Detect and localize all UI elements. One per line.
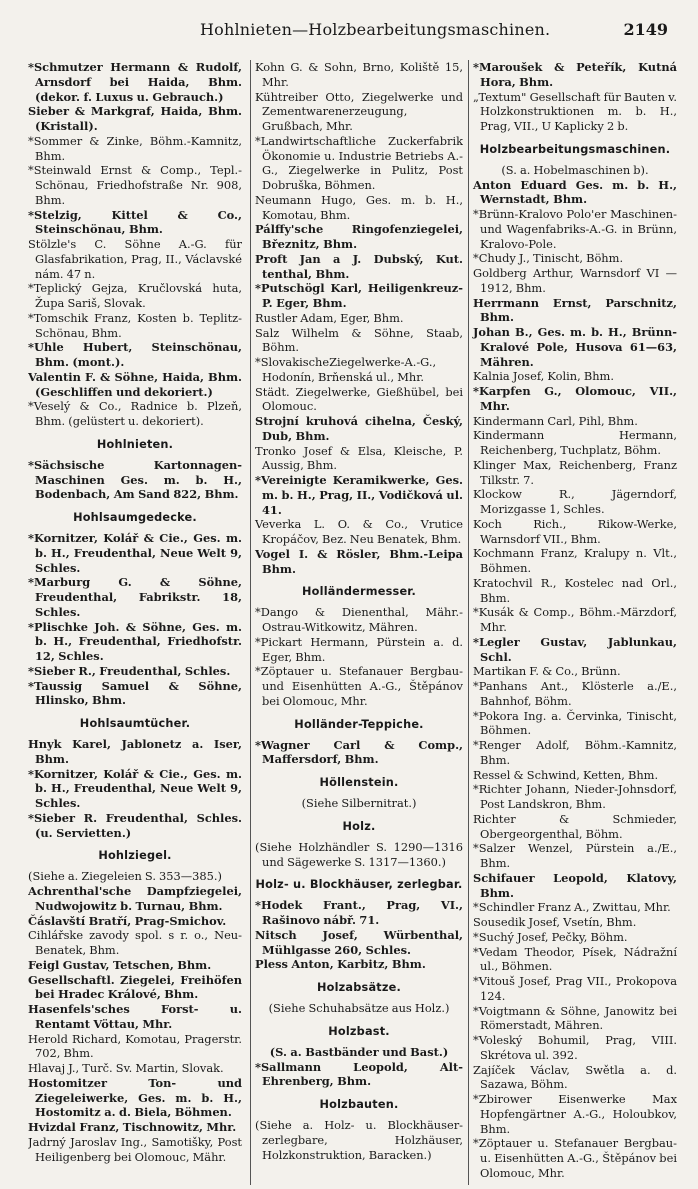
directory-entry: *Kusák & Comp., Böhm.-Märzdorf, Mhr. bbox=[473, 605, 677, 634]
directory-entry: Hnyk Karel, Jablonetz a. Iser, Bhm. bbox=[28, 737, 242, 766]
section-heading: Hohlnieten. bbox=[96, 437, 174, 451]
directory-entry: *Zbirower Eisenwerke Max Hopfengärtner A.-G., Holoubkov, Bhm. bbox=[473, 1092, 677, 1136]
directory-entry: Kühtreiber Otto, Ziegelwerke und Zementwarenerzeugung, Grußbach, Mhr. bbox=[255, 89, 463, 133]
section-heading: Höllenstein. bbox=[319, 776, 399, 789]
directory-entry: Kindermann Hermann, Reichenberg, Tuchplatz, Böhm. bbox=[473, 428, 677, 457]
directory-entry: *Schindler Franz A., Zwittau, Mhr. bbox=[473, 900, 671, 915]
section-heading: Holzbast. bbox=[328, 1024, 390, 1038]
directory-entry: Sousedik Josef, Vsetín, Bhm. bbox=[473, 915, 637, 929]
section-heading: Holländer-Teppiche. bbox=[294, 717, 424, 731]
directory-entry: Veverka L. O. & Co., Vrutice Kropáčov, Bez. Neu Benatek, Bhm. bbox=[255, 517, 463, 546]
directory-entry: Valentin F. & Söhne, Haida, Bhm. (Geschliffen und dekoriert.) bbox=[28, 369, 242, 399]
directory-entry: *Karpfen G., Olomouc, VII., Mhr. bbox=[473, 384, 677, 413]
directory-entry: *SlovakischeZiegelwerke-A.-G., Hodonín, Brňenská ul., Mhr. bbox=[255, 355, 437, 384]
section-heading: Holzbearbeitungsmaschinen. bbox=[479, 142, 671, 156]
directory-entry: Kindermann Carl, Pihl, Bhm. bbox=[473, 413, 638, 428]
directory-entry: *Kornitzer, Kolář & Cie., Ges. m. b. H., Freudenthal, Neue Welt 9, Schles. bbox=[28, 766, 242, 810]
directory-entry: *Wagner Carl & Comp., Maffersdorf, Bhm. bbox=[255, 737, 463, 767]
directory-entry: Tronko Josef & Elsa, Kleische, P. Aussig, Bhm. bbox=[255, 443, 463, 473]
directory-entry: Herold Richard, Komotau, Pragerstr. 702, Bhm. bbox=[28, 1031, 242, 1061]
directory-entry: *Voigtmann & Söhne, Janowitz bei Römerstadt, Mähren. bbox=[473, 1003, 677, 1033]
directory-entry: Achrenthal'sche Dampfziegelei, Nudwojowitz b. Turnau, Bhm. bbox=[28, 884, 242, 913]
directory-entry: Städt. Ziegelwerke, Gießhübel, bei Olomouc. bbox=[255, 384, 463, 414]
directory-entry: *Uhle Hubert, Steinschönau, Bhm. (mont.). bbox=[28, 340, 242, 369]
directory-entry: *Hodek Frant., Prag, VI., Rašinovo nábř. 71. bbox=[255, 898, 463, 927]
directory-entry: *Vitouš Josef, Prag VII., Prokopova 124. bbox=[473, 974, 677, 1003]
directory-entry: *Teplický Gejza, Kručlovská huta, Župa Sariš, Slovak. bbox=[28, 281, 242, 310]
directory-entry: *Renger Adolf, Böhm.-Kamnitz, Bhm. bbox=[473, 738, 677, 767]
section-heading: Holz. bbox=[342, 819, 376, 833]
directory-entry: *Richter Johann, Nieder-Johnsdorf, Post Landskron, Bhm. bbox=[473, 782, 677, 811]
directory-entry: *Marburg G. & Söhne, Freudenthal, Fabrikstr. 18, Schles. bbox=[28, 575, 242, 619]
directory-entry: *Sächsische Kartonnagen-Maschinen Ges. m. b. H., Bodenbach, Am Sand 822, Bhm. bbox=[28, 457, 242, 502]
directory-entry: Cihlářske zavody spol. s r. o., Neu-Benatek, Bhm. bbox=[28, 928, 242, 957]
directory-entry: *Legler Gustav, Jablunkau, Schl. bbox=[473, 634, 677, 664]
directory-entry: Salz Wilhelm & Söhne, Staab, Böhm. bbox=[255, 325, 463, 355]
directory-entry: *Vereinigte Keramikwerke, Ges. m. b. H., Prag, II., Vodičková ul. 41. bbox=[255, 473, 463, 517]
directory-entry: *Zöptauer u. Stefanauer Bergbau- u. Eisenhütten A.-G., Štěpánov bei Olomouc, Mhr. bbox=[473, 1136, 677, 1180]
page-title: Hohlnieten—Holzbearbeitungsmaschinen. bbox=[200, 20, 551, 39]
directory-entry: *Steinwald Ernst & Comp., Tepl.-Schönau, Friedhofstraße Nr. 908, Bhm. bbox=[28, 163, 242, 207]
directory-entry: Klockow R., Jägerndorf, Morizgasse 1, Schles. bbox=[473, 487, 677, 516]
page-number: 2149 bbox=[623, 20, 668, 39]
directory-entry: Herrmann Ernst, Parschnitz, Bhm. bbox=[473, 295, 677, 325]
directory-entry: Richter & Schmieder, Obergeorgenthal, Böhm. bbox=[473, 811, 677, 841]
page-header bbox=[0, 0, 698, 40]
section-heading: Hohlziegel. bbox=[98, 849, 172, 863]
directory-entry: *Kornitzer, Kolář & Cie., Ges. m. b. H., Freudenthal, Neue Welt 9, Schles. bbox=[28, 531, 242, 575]
directory-entry: Feigl Gustav, Tetschen, Bhm. bbox=[28, 957, 212, 972]
directory-entry: *Sieber R. Freudenthal, Schles. (u. Servietten.) bbox=[28, 810, 242, 840]
directory-entry: Klinger Max, Reichenberg, Franz Tilkstr. 7. bbox=[473, 457, 677, 487]
directory-entry: Hostomitzer Ton- und Ziegeleiwerke, Ges. m. b. H., Hostomitz a. d. Biela, Böhmen. bbox=[28, 1075, 242, 1120]
directory-entry: *Veselý & Co., Radnice b. Plzeň, Bhm. (gelüstert u. dekoriert). bbox=[28, 399, 242, 428]
directory-entry: *Dango & Dienenthal, Mähr.-Ostrau-Witkowitz, Mähren. bbox=[255, 605, 463, 634]
directory-entry: Strojní kruhová cihelna, Český, Dub, Bhm. bbox=[255, 414, 463, 443]
directory-entry: Ressel & Schwind, Ketten, Bhm. bbox=[473, 767, 659, 782]
directory-entry: *Sallmann Leopold, Alt-Ehrenberg, Bhm. bbox=[255, 1059, 463, 1089]
directory-entry: *Tomschik Franz, Kosten b. Teplitz-Schönau, Bhm. bbox=[28, 310, 242, 340]
column-middle bbox=[250, 60, 463, 1185]
column-left bbox=[28, 60, 242, 1185]
directory-entry: Kohn G. & Sohn, Brno, Koliště 15, Mhr. bbox=[255, 60, 463, 89]
directory-entry: *Pokora Ing. a. Červinka, Tinischt, Böhmen. bbox=[473, 708, 677, 738]
directory-entry: *Schmutzer Hermann & Rudolf, Arnsdorf bei Haida, Bhm. (dekor. f. Luxus u. Gebrauch.) bbox=[28, 60, 242, 104]
directory-entry: Zajíček Václav, Swětla a. d. Sazawa, Böhm. bbox=[473, 1062, 677, 1092]
section-heading: Holländermesser. bbox=[302, 585, 416, 599]
directory-entry: *Landwirtschaftliche Zuckerfabrik Ökonomie u. Industrie Betriebs A.-G., Ziegelwerke in Pulitz, Post Dobruška, Böhmen. bbox=[255, 133, 463, 192]
column-right bbox=[468, 60, 677, 1185]
directory-entry: *Panhans Ant., Klösterle a./E., Bahnhof, Böhm. bbox=[473, 679, 677, 708]
section-heading: Holz- u. Blockhäuser, zerlegbar. bbox=[255, 878, 463, 892]
directory-entry: „Textum" Gesellschaft für Bauten v. Holzkonstruktionen m. b. H., Prag, VII., U Kaplicky 2 b. bbox=[473, 89, 677, 133]
directory-entry: Schifauer Leopold, Klatovy, Bhm. bbox=[473, 870, 677, 900]
directory-entry: *Stelzig, Kittel & Co., Steinschönau, Bhm. bbox=[28, 207, 242, 237]
directory-entry: Čáslavští Bratří, Prag-Smichov. bbox=[28, 913, 227, 928]
directory-entry: Hlavaj J., Turč. Sv. Martin, Slovak. bbox=[28, 1061, 224, 1075]
directory-entry: Martikan F. & Co., Brünn. bbox=[473, 664, 621, 679]
section-heading: Holzabsätze. bbox=[316, 981, 402, 994]
directory-entry: (Siehe a. Ziegeleien S. 353—385.) bbox=[28, 869, 222, 884]
directory-entry: *Brünn-Kralovo Polo'er Maschinen- und Wagenfabriks-A.-G. in Brünn, Kralovo-Pole. bbox=[473, 207, 677, 251]
directory-entry: Kochmann Franz, Kralupy n. Vlt., Böhmen. bbox=[473, 546, 677, 575]
section-heading: Holzbauten. bbox=[319, 1098, 399, 1111]
directory-entry: *Sieber R., Freudenthal, Schles. bbox=[28, 663, 231, 678]
directory-entry: Hasenfels'sches Forst- u. Rentamt Vöttau, Mhr. bbox=[28, 1002, 242, 1031]
directory-entry: Johan B., Ges. m. b. H., Brünn-Kralové Pole, Husova 61—63, Mähren. bbox=[473, 325, 677, 369]
directory-entry: *Chudy J., Tinischt, Böhm. bbox=[473, 251, 624, 266]
directory-entry: Koch Rich., Rikow-Werke, Warnsdorf VII., Bhm. bbox=[473, 516, 677, 546]
cross-reference: (Siehe Silbernitrat.) bbox=[301, 796, 417, 810]
directory-entry: Hvizdal Franz, Tischnowitz, Mhr. bbox=[28, 1120, 237, 1134]
directory-entry: *Salzer Wenzel, Pürstein a./E., Bhm. bbox=[473, 841, 677, 870]
directory-entry: *Suchý Josef, Pečky, Böhm. bbox=[473, 929, 628, 944]
directory-entry: Stölzle's C. Söhne A.-G. für Glasfabrikation, Prag, II., Václavské nám. 47 n. bbox=[28, 237, 242, 281]
cross-reference: (Siehe Schuhabsätze aus Holz.) bbox=[268, 1001, 450, 1015]
section-heading: Hohlsaumtücher. bbox=[79, 717, 191, 730]
cross-reference: (S. a. Bastbänder und Bast.) bbox=[269, 1044, 449, 1059]
directory-entry: Kalnia Josef, Kolin, Bhm. bbox=[473, 369, 614, 384]
directory-entry: Nitsch Josef, Würbenthal, Mühlgasse 260, Schles. bbox=[255, 927, 463, 957]
directory-entry: Vogel I. & Rösler, Bhm.-Leipa Bhm. bbox=[255, 546, 463, 576]
directory-entry: (Siehe Holzhändler S. 1290—1316 und Sägewerke S. 1317—1360.) bbox=[255, 839, 463, 869]
directory-entry: *Pickart Hermann, Pürstein a. d. Eger, Bhm. bbox=[255, 634, 463, 664]
directory-columns bbox=[28, 60, 677, 1185]
directory-entry: Goldberg Arthur, Warnsdorf VI —1912, Bhm. bbox=[473, 266, 677, 295]
directory-entry: *Plischke Joh. & Söhne, Ges. m. b. H., Freudenthal, Friedhofstr. 12, Schles. bbox=[28, 619, 242, 663]
directory-entry: *Voleský Bohumil, Prag, VIII. Skrétova ul. 392. bbox=[473, 1033, 677, 1062]
directory-entry: Sieber & Markgraf, Haida, Bhm. (Kristall). bbox=[28, 104, 242, 133]
directory-entry: *Putschögl Karl, Heiligenkreuz-P. Eger, Bhm. bbox=[255, 281, 463, 310]
directory-entry: Proft Jan a J. Dubský, Kut. tenthal, Bhm. bbox=[255, 251, 463, 281]
directory-entry: Kratochvil R., Kostelec nad Orl., Bhm. bbox=[473, 575, 677, 605]
directory-entry: Anton Eduard Ges. m. b. H., Wernstadt, Bhm. bbox=[473, 177, 677, 207]
directory-entry: *Vedam Theodor, Písek, Nádražní ul., Böhmen. bbox=[473, 944, 677, 974]
section-heading: Hohlsaumgedecke. bbox=[73, 511, 197, 524]
directory-entry: (Siehe a. Holz- u. Blockhäuser-zerlegbare, Holzhäuser, Holzkonstruktion, Baracken.) bbox=[255, 1118, 463, 1162]
directory-entry: *Maroušek & Peteřík, Kutná Hora, Bhm. bbox=[473, 60, 677, 89]
directory-entry: Jadrný Jaroslav Ing., Samotišky, Post Heiligenberg bei Olomouc, Mähr. bbox=[28, 1134, 242, 1164]
directory-entry: *Sommer & Zinke, Böhm.-Kamnitz, Bhm. bbox=[28, 133, 242, 163]
directory-entry: Neumann Hugo, Ges. m. b. H., Komotau, Bhm. bbox=[255, 192, 463, 222]
directory-entry: Rustler Adam, Eger, Bhm. bbox=[255, 310, 404, 325]
directory-entry: Pálffy'sche Ringofenziegelei, Březnitz, Bhm. bbox=[255, 222, 463, 251]
directory-entry: *Taussig Samuel & Söhne, Hlinsko, Bhm. bbox=[28, 678, 242, 708]
directory-entry: Pless Anton, Karbitz, Bhm. bbox=[255, 957, 426, 972]
directory-entry: *Zöptauer u. Stefanauer Bergbau- und Eisenhütten A.-G., Štěpánov bei Olomouc, Mhr. bbox=[255, 664, 463, 708]
cross-reference: (S. a. Hobelmaschinen b). bbox=[501, 162, 649, 177]
directory-entry: Gesellschaftl. Ziegelei, Freihöfen bei Hradec Králové, Bhm. bbox=[28, 972, 242, 1002]
